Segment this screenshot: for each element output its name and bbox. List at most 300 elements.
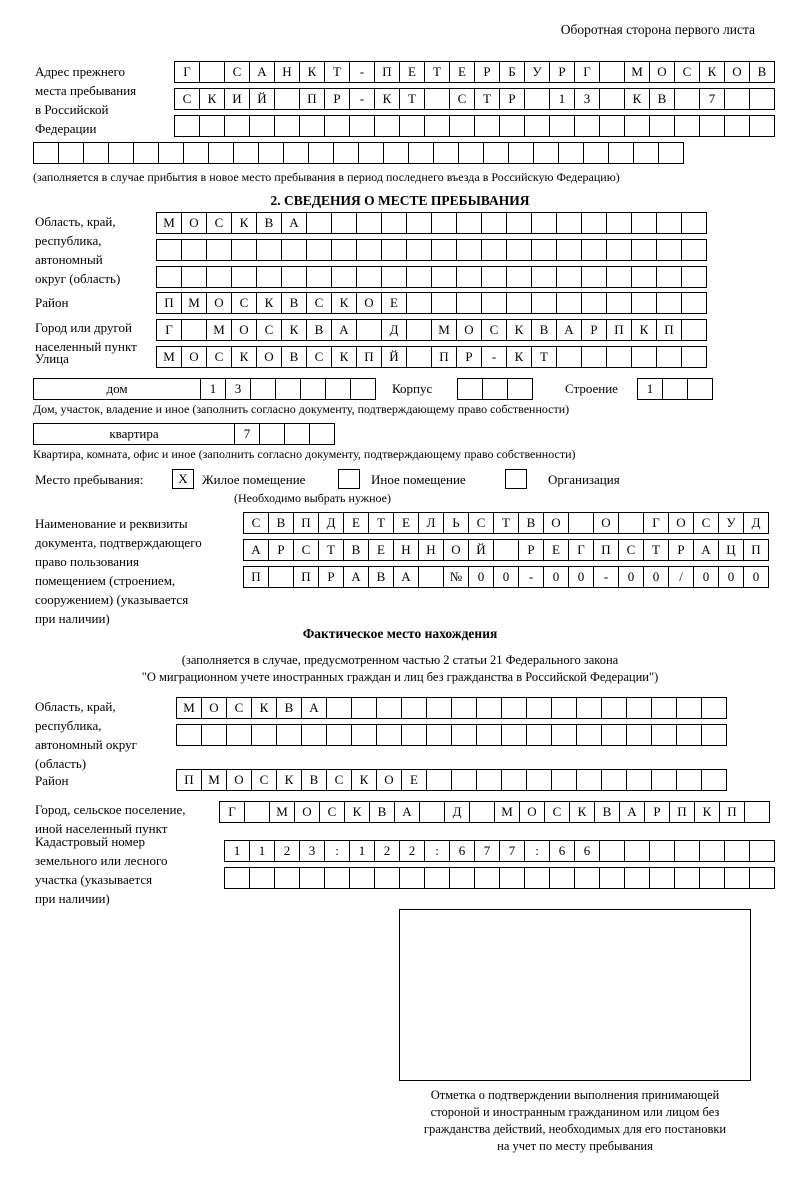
char-cell[interactable]: С — [449, 88, 475, 110]
char-cell[interactable]: С — [468, 512, 494, 534]
char-cell[interactable]: 0 — [718, 566, 744, 588]
char-cell[interactable] — [576, 769, 602, 791]
char-cell[interactable] — [724, 88, 750, 110]
char-cell[interactable] — [268, 566, 294, 588]
char-cell[interactable]: В — [594, 801, 620, 823]
char-cell[interactable]: 1 — [349, 840, 375, 862]
char-cell[interactable] — [309, 423, 335, 445]
char-cell[interactable]: М — [181, 292, 207, 314]
char-cell[interactable] — [481, 292, 507, 314]
char-cell[interactable] — [526, 697, 552, 719]
char-cell[interactable] — [431, 239, 457, 261]
char-cell[interactable]: С — [544, 801, 570, 823]
char-cell[interactable] — [608, 142, 634, 164]
char-cell[interactable] — [551, 769, 577, 791]
char-cell[interactable]: Г — [174, 61, 200, 83]
char-cell[interactable] — [506, 212, 532, 234]
char-cell[interactable] — [606, 346, 632, 368]
char-cell[interactable]: П — [669, 801, 695, 823]
char-cell[interactable] — [256, 239, 282, 261]
char-cell[interactable] — [458, 142, 484, 164]
char-cell[interactable]: Т — [474, 88, 500, 110]
char-cell[interactable]: Г — [643, 512, 669, 534]
char-cell[interactable] — [356, 266, 382, 288]
char-cell[interactable]: П — [356, 346, 382, 368]
char-cell[interactable] — [406, 346, 432, 368]
char-cell[interactable] — [474, 115, 500, 137]
char-cell[interactable]: С — [481, 319, 507, 341]
char-cell[interactable] — [431, 292, 457, 314]
char-cell[interactable] — [401, 724, 427, 746]
char-cell[interactable] — [231, 266, 257, 288]
char-cell[interactable] — [549, 867, 575, 889]
char-cell[interactable]: Т — [318, 539, 344, 561]
char-cell[interactable]: П — [743, 539, 769, 561]
char-cell[interactable]: Г — [219, 801, 245, 823]
char-cell[interactable]: С — [224, 61, 250, 83]
char-cell[interactable]: 1 — [637, 378, 663, 400]
char-cell[interactable] — [674, 840, 700, 862]
char-cell[interactable]: 3 — [574, 88, 600, 110]
char-cell[interactable]: Р — [324, 88, 350, 110]
s2-document-row-3[interactable] — [243, 566, 768, 588]
char-cell[interactable]: О — [649, 61, 675, 83]
char-cell[interactable] — [656, 239, 682, 261]
char-cell[interactable]: С — [693, 512, 719, 534]
char-cell[interactable]: К — [231, 212, 257, 234]
char-cell[interactable] — [426, 769, 452, 791]
char-cell[interactable] — [483, 142, 509, 164]
char-cell[interactable]: Е — [399, 61, 425, 83]
char-cell[interactable] — [349, 867, 375, 889]
char-cell[interactable]: К — [699, 61, 725, 83]
char-cell[interactable] — [656, 292, 682, 314]
char-cell[interactable] — [631, 292, 657, 314]
char-cell[interactable] — [583, 142, 609, 164]
char-cell[interactable]: В — [518, 512, 544, 534]
char-cell[interactable]: О — [294, 801, 320, 823]
char-cell[interactable] — [256, 266, 282, 288]
char-cell[interactable]: К — [694, 801, 720, 823]
char-cell[interactable]: 0 — [568, 566, 594, 588]
char-cell[interactable]: Д — [318, 512, 344, 534]
char-cell[interactable]: В — [281, 292, 307, 314]
char-cell[interactable] — [526, 724, 552, 746]
char-cell[interactable] — [350, 378, 376, 400]
char-cell[interactable]: 6 — [574, 840, 600, 862]
char-cell[interactable]: О — [206, 292, 232, 314]
char-cell[interactable]: 2 — [399, 840, 425, 862]
char-cell[interactable]: О — [201, 697, 227, 719]
char-cell[interactable] — [556, 266, 582, 288]
al-region-row-1[interactable] — [176, 697, 726, 719]
char-cell[interactable]: П — [719, 801, 745, 823]
char-cell[interactable]: М — [156, 346, 182, 368]
char-cell[interactable] — [206, 239, 232, 261]
char-cell[interactable]: К — [331, 292, 357, 314]
char-cell[interactable] — [633, 142, 659, 164]
char-cell[interactable] — [624, 840, 650, 862]
char-cell[interactable] — [581, 212, 607, 234]
char-cell[interactable] — [456, 239, 482, 261]
char-cell[interactable]: - — [518, 566, 544, 588]
char-cell[interactable]: О — [376, 769, 402, 791]
char-cell[interactable] — [306, 239, 332, 261]
char-cell[interactable] — [724, 840, 750, 862]
s2-street-cells[interactable] — [156, 346, 706, 368]
char-cell[interactable]: Р — [318, 566, 344, 588]
char-cell[interactable]: М — [431, 319, 457, 341]
char-cell[interactable] — [606, 266, 632, 288]
char-cell[interactable] — [624, 867, 650, 889]
char-cell[interactable]: К — [506, 319, 532, 341]
checkbox-inoe[interactable] — [338, 469, 360, 489]
char-cell[interactable] — [356, 319, 382, 341]
char-cell[interactable]: 0 — [543, 566, 569, 588]
char-cell[interactable]: 7 — [499, 840, 525, 862]
char-cell[interactable]: - — [481, 346, 507, 368]
char-cell[interactable]: / — [668, 566, 694, 588]
char-cell[interactable] — [699, 115, 725, 137]
char-cell[interactable]: В — [749, 61, 775, 83]
char-cell[interactable]: И — [224, 88, 250, 110]
char-cell[interactable]: К — [281, 319, 307, 341]
char-cell[interactable] — [701, 769, 727, 791]
char-cell[interactable] — [656, 212, 682, 234]
char-cell[interactable] — [701, 697, 727, 719]
char-cell[interactable]: М — [494, 801, 520, 823]
char-cell[interactable] — [701, 724, 727, 746]
char-cell[interactable]: Н — [274, 61, 300, 83]
char-cell[interactable]: К — [624, 88, 650, 110]
char-cell[interactable] — [358, 142, 384, 164]
char-cell[interactable]: В — [649, 88, 675, 110]
char-cell[interactable] — [531, 212, 557, 234]
char-cell[interactable] — [506, 239, 532, 261]
char-cell[interactable] — [457, 378, 483, 400]
char-cell[interactable]: - — [593, 566, 619, 588]
char-cell[interactable] — [524, 867, 550, 889]
char-cell[interactable]: А — [394, 801, 420, 823]
char-cell[interactable] — [506, 266, 532, 288]
char-cell[interactable] — [476, 724, 502, 746]
char-cell[interactable] — [699, 840, 725, 862]
char-cell[interactable] — [326, 697, 352, 719]
char-cell[interactable] — [606, 212, 632, 234]
char-cell[interactable] — [469, 801, 495, 823]
char-cell[interactable]: Е — [368, 539, 394, 561]
char-cell[interactable]: М — [156, 212, 182, 234]
char-cell[interactable]: Й — [468, 539, 494, 561]
char-cell[interactable] — [275, 378, 301, 400]
char-cell[interactable]: 0 — [468, 566, 494, 588]
char-cell[interactable] — [226, 724, 252, 746]
char-cell[interactable] — [674, 867, 700, 889]
stroenie-cells[interactable] — [637, 378, 712, 400]
char-cell[interactable] — [284, 423, 310, 445]
char-cell[interactable] — [351, 724, 377, 746]
char-cell[interactable]: Г — [568, 539, 594, 561]
char-cell[interactable] — [306, 212, 332, 234]
char-cell[interactable]: М — [176, 697, 202, 719]
char-cell[interactable] — [601, 724, 627, 746]
char-cell[interactable] — [406, 239, 432, 261]
char-cell[interactable]: К — [569, 801, 595, 823]
char-cell[interactable] — [724, 115, 750, 137]
char-cell[interactable]: 7 — [474, 840, 500, 862]
char-cell[interactable] — [662, 378, 688, 400]
char-cell[interactable] — [324, 867, 350, 889]
char-cell[interactable]: Т — [531, 346, 557, 368]
char-cell[interactable]: 7 — [234, 423, 260, 445]
char-cell[interactable] — [631, 266, 657, 288]
char-cell[interactable]: Р — [549, 61, 575, 83]
char-cell[interactable] — [681, 266, 707, 288]
char-cell[interactable] — [381, 239, 407, 261]
char-cell[interactable] — [383, 142, 409, 164]
char-cell[interactable]: 6 — [549, 840, 575, 862]
char-cell[interactable] — [399, 867, 425, 889]
char-cell[interactable] — [599, 61, 625, 83]
char-cell[interactable] — [433, 142, 459, 164]
char-cell[interactable]: № — [443, 566, 469, 588]
dom-cells[interactable] — [200, 378, 375, 400]
char-cell[interactable] — [258, 142, 284, 164]
char-cell[interactable]: О — [226, 769, 252, 791]
char-cell[interactable]: О — [593, 512, 619, 534]
char-cell[interactable]: Г — [156, 319, 182, 341]
char-cell[interactable]: К — [374, 88, 400, 110]
char-cell[interactable]: А — [343, 566, 369, 588]
char-cell[interactable] — [326, 724, 352, 746]
char-cell[interactable] — [356, 212, 382, 234]
char-cell[interactable]: М — [269, 801, 295, 823]
char-cell[interactable]: В — [368, 566, 394, 588]
char-cell[interactable]: О — [231, 319, 257, 341]
char-cell[interactable] — [406, 292, 432, 314]
char-cell[interactable] — [331, 212, 357, 234]
prev-address-row-2[interactable] — [174, 88, 774, 110]
s2-region-row-3[interactable] — [156, 266, 706, 288]
char-cell[interactable] — [199, 61, 225, 83]
char-cell[interactable] — [501, 697, 527, 719]
char-cell[interactable] — [581, 266, 607, 288]
char-cell[interactable]: Д — [743, 512, 769, 534]
char-cell[interactable]: К — [251, 697, 277, 719]
char-cell[interactable] — [301, 724, 327, 746]
char-cell[interactable]: : — [324, 840, 350, 862]
char-cell[interactable]: С — [306, 292, 332, 314]
char-cell[interactable] — [224, 115, 250, 137]
char-cell[interactable]: Р — [644, 801, 670, 823]
char-cell[interactable]: А — [331, 319, 357, 341]
char-cell[interactable] — [274, 867, 300, 889]
s2-document-row-1[interactable] — [243, 512, 768, 534]
char-cell[interactable] — [406, 266, 432, 288]
char-cell[interactable] — [599, 840, 625, 862]
char-cell[interactable]: А — [556, 319, 582, 341]
char-cell[interactable] — [681, 239, 707, 261]
stamp-area[interactable] — [399, 909, 751, 1081]
char-cell[interactable]: У — [524, 61, 550, 83]
char-cell[interactable]: В — [281, 346, 307, 368]
char-cell[interactable]: П — [293, 566, 319, 588]
s2-document-row-2[interactable] — [243, 539, 768, 561]
char-cell[interactable] — [581, 292, 607, 314]
char-cell[interactable] — [658, 142, 684, 164]
char-cell[interactable]: 1 — [249, 840, 275, 862]
char-cell[interactable] — [206, 266, 232, 288]
char-cell[interactable] — [274, 115, 300, 137]
char-cell[interactable]: : — [524, 840, 550, 862]
char-cell[interactable] — [419, 801, 445, 823]
char-cell[interactable] — [556, 239, 582, 261]
char-cell[interactable]: Р — [268, 539, 294, 561]
char-cell[interactable]: А — [693, 539, 719, 561]
char-cell[interactable] — [656, 266, 682, 288]
char-cell[interactable] — [568, 512, 594, 534]
prev-address-row-3[interactable] — [174, 115, 774, 137]
char-cell[interactable] — [406, 319, 432, 341]
char-cell[interactable]: 2 — [374, 840, 400, 862]
char-cell[interactable] — [281, 266, 307, 288]
char-cell[interactable]: К — [506, 346, 532, 368]
char-cell[interactable] — [501, 724, 527, 746]
char-cell[interactable] — [576, 697, 602, 719]
char-cell[interactable]: В — [531, 319, 557, 341]
char-cell[interactable]: О — [543, 512, 569, 534]
char-cell[interactable]: К — [276, 769, 302, 791]
char-cell[interactable]: В — [369, 801, 395, 823]
char-cell[interactable] — [474, 867, 500, 889]
s2-region-row-1[interactable] — [156, 212, 706, 234]
char-cell[interactable] — [231, 239, 257, 261]
char-cell[interactable] — [481, 239, 507, 261]
char-cell[interactable] — [749, 867, 775, 889]
char-cell[interactable]: О — [668, 512, 694, 534]
char-cell[interactable]: Ь — [443, 512, 469, 534]
char-cell[interactable] — [676, 697, 702, 719]
s2-district-cells[interactable] — [156, 292, 706, 314]
char-cell[interactable] — [249, 867, 275, 889]
char-cell[interactable] — [581, 346, 607, 368]
char-cell[interactable]: В — [343, 539, 369, 561]
char-cell[interactable] — [331, 266, 357, 288]
char-cell[interactable]: Р — [474, 61, 500, 83]
char-cell[interactable] — [156, 239, 182, 261]
char-cell[interactable] — [374, 115, 400, 137]
char-cell[interactable]: 0 — [618, 566, 644, 588]
char-cell[interactable] — [456, 266, 482, 288]
char-cell[interactable]: 0 — [643, 566, 669, 588]
char-cell[interactable] — [624, 115, 650, 137]
char-cell[interactable]: О — [443, 539, 469, 561]
char-cell[interactable] — [408, 142, 434, 164]
char-cell[interactable] — [324, 115, 350, 137]
char-cell[interactable]: С — [243, 512, 269, 534]
char-cell[interactable]: К — [231, 346, 257, 368]
char-cell[interactable] — [533, 142, 559, 164]
char-cell[interactable] — [507, 378, 533, 400]
char-cell[interactable] — [493, 539, 519, 561]
char-cell[interactable] — [556, 346, 582, 368]
char-cell[interactable]: Р — [581, 319, 607, 341]
char-cell[interactable]: Г — [574, 61, 600, 83]
char-cell[interactable] — [374, 867, 400, 889]
char-cell[interactable] — [508, 142, 534, 164]
char-cell[interactable] — [649, 115, 675, 137]
char-cell[interactable] — [449, 115, 475, 137]
char-cell[interactable] — [183, 142, 209, 164]
char-cell[interactable]: О — [356, 292, 382, 314]
char-cell[interactable]: С — [206, 212, 232, 234]
char-cell[interactable]: 2 — [274, 840, 300, 862]
char-cell[interactable] — [744, 801, 770, 823]
char-cell[interactable] — [274, 88, 300, 110]
char-cell[interactable] — [649, 867, 675, 889]
char-cell[interactable] — [618, 512, 644, 534]
char-cell[interactable]: К — [344, 801, 370, 823]
char-cell[interactable] — [556, 292, 582, 314]
char-cell[interactable] — [299, 115, 325, 137]
char-cell[interactable] — [749, 88, 775, 110]
char-cell[interactable]: К — [331, 346, 357, 368]
char-cell[interactable] — [676, 769, 702, 791]
char-cell[interactable] — [181, 239, 207, 261]
char-cell[interactable] — [626, 724, 652, 746]
char-cell[interactable] — [283, 142, 309, 164]
char-cell[interactable] — [574, 867, 600, 889]
al-region-row-2[interactable] — [176, 724, 726, 746]
char-cell[interactable]: 1 — [224, 840, 250, 862]
char-cell[interactable] — [482, 378, 508, 400]
char-cell[interactable] — [526, 769, 552, 791]
prev-address-row-1[interactable] — [174, 61, 774, 83]
char-cell[interactable]: Й — [249, 88, 275, 110]
char-cell[interactable] — [424, 867, 450, 889]
char-cell[interactable]: Т — [424, 61, 450, 83]
char-cell[interactable]: Е — [543, 539, 569, 561]
char-cell[interactable]: П — [176, 769, 202, 791]
char-cell[interactable] — [381, 266, 407, 288]
char-cell[interactable]: В — [256, 212, 282, 234]
char-cell[interactable] — [451, 769, 477, 791]
char-cell[interactable]: Т — [368, 512, 394, 534]
char-cell[interactable] — [681, 212, 707, 234]
char-cell[interactable] — [376, 697, 402, 719]
char-cell[interactable] — [174, 115, 200, 137]
char-cell[interactable]: С — [319, 801, 345, 823]
char-cell[interactable] — [574, 115, 600, 137]
char-cell[interactable] — [331, 239, 357, 261]
char-cell[interactable] — [399, 115, 425, 137]
char-cell[interactable]: П — [606, 319, 632, 341]
char-cell[interactable]: С — [231, 292, 257, 314]
char-cell[interactable] — [281, 239, 307, 261]
char-cell[interactable] — [631, 346, 657, 368]
char-cell[interactable] — [250, 378, 276, 400]
char-cell[interactable]: 0 — [493, 566, 519, 588]
char-cell[interactable] — [681, 346, 707, 368]
char-cell[interactable] — [651, 769, 677, 791]
char-cell[interactable]: У — [718, 512, 744, 534]
char-cell[interactable] — [451, 724, 477, 746]
char-cell[interactable] — [349, 115, 375, 137]
char-cell[interactable]: С — [674, 61, 700, 83]
char-cell[interactable]: Й — [381, 346, 407, 368]
char-cell[interactable] — [401, 697, 427, 719]
char-cell[interactable]: К — [631, 319, 657, 341]
